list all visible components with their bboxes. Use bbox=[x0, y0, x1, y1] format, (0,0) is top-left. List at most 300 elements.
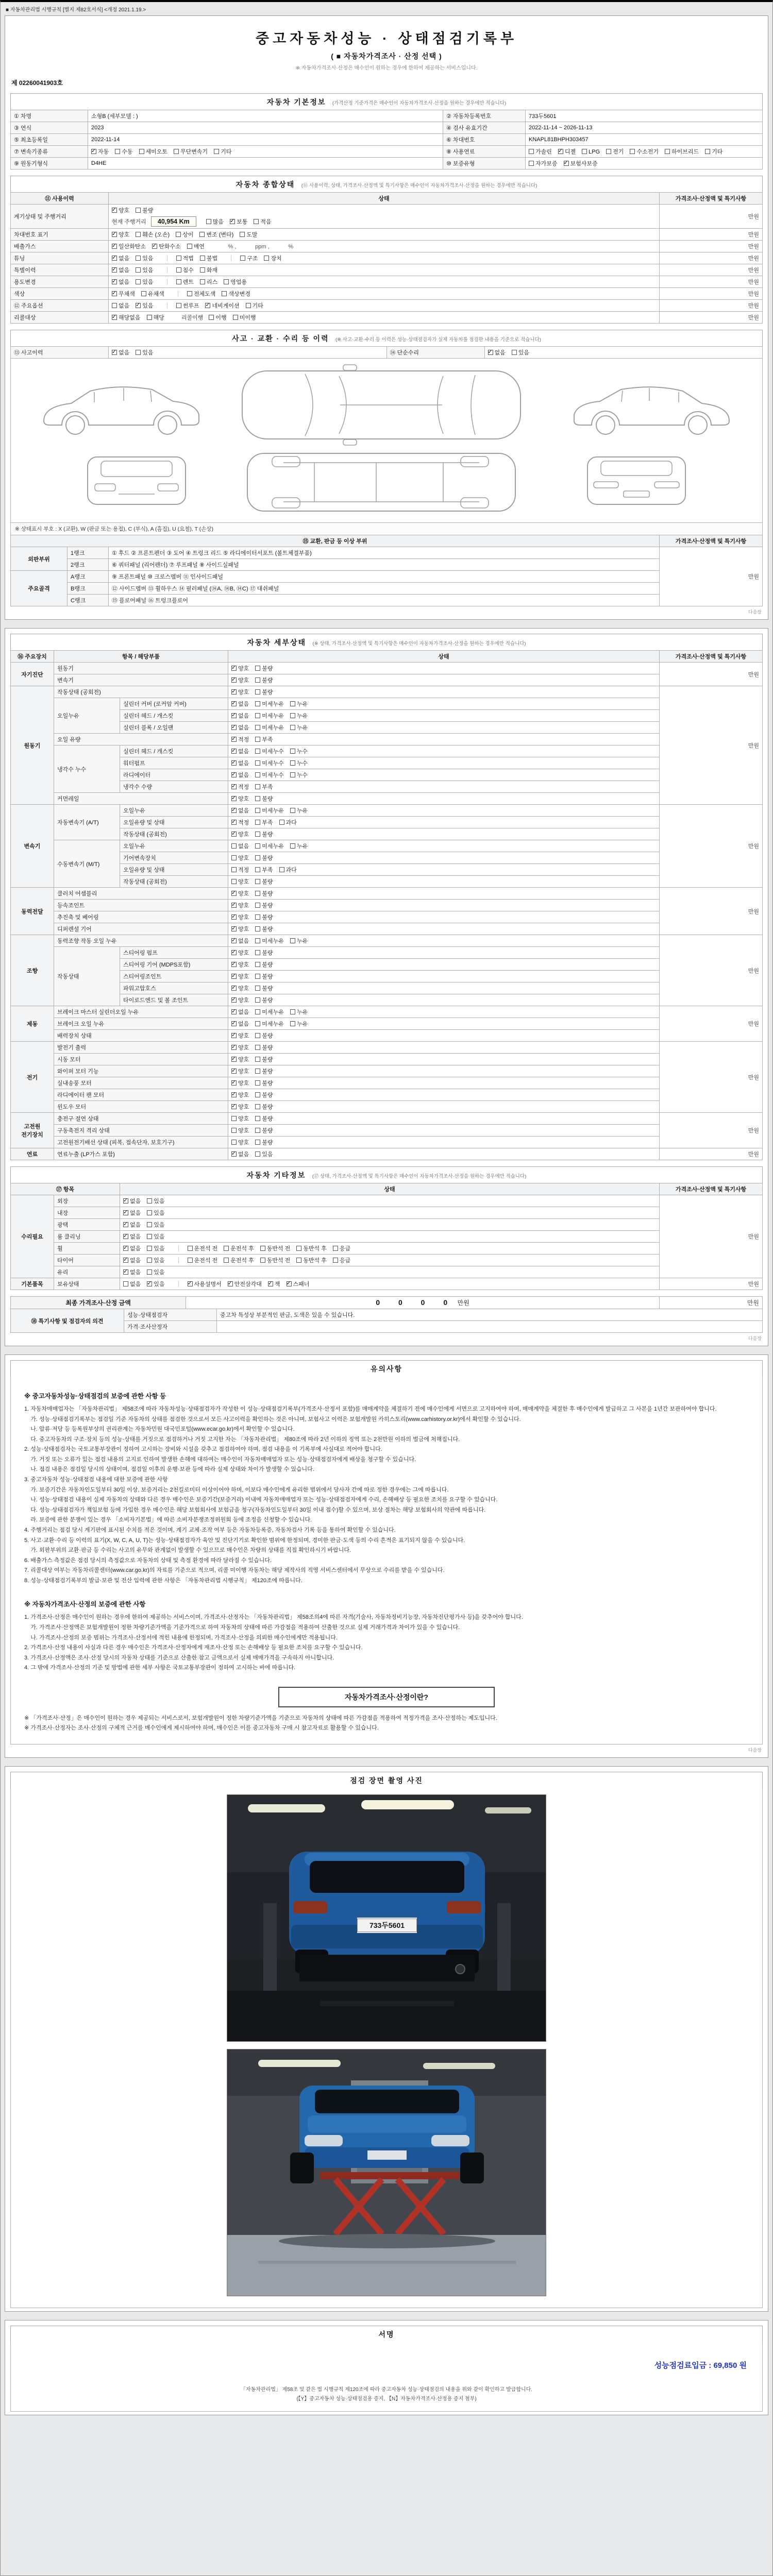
checked-box-icon[interactable] bbox=[231, 1092, 237, 1097]
unchecked-box-icon[interactable] bbox=[136, 232, 141, 237]
checkbox-option[interactable] bbox=[231, 711, 249, 720]
unchecked-box-icon[interactable] bbox=[255, 1116, 260, 1121]
checked-box-icon[interactable] bbox=[231, 1009, 237, 1014]
checkbox-option[interactable] bbox=[231, 1126, 249, 1134]
checkbox-option[interactable] bbox=[279, 866, 297, 874]
unchecked-box-icon[interactable] bbox=[255, 843, 260, 849]
checked-box-icon[interactable] bbox=[231, 808, 237, 813]
checkbox-option[interactable] bbox=[147, 1256, 164, 1264]
unchecked-box-icon[interactable] bbox=[290, 713, 295, 718]
unchecked-box-icon[interactable] bbox=[112, 303, 117, 308]
checkbox-option[interactable] bbox=[255, 913, 273, 921]
checkbox-option[interactable] bbox=[231, 700, 249, 708]
checkbox-option[interactable] bbox=[264, 254, 281, 262]
checkbox-option[interactable] bbox=[112, 242, 146, 250]
checkbox-option[interactable] bbox=[231, 842, 249, 850]
checked-box-icon[interactable] bbox=[123, 1210, 128, 1215]
checkbox-option[interactable] bbox=[290, 711, 308, 720]
unchecked-box-icon[interactable] bbox=[705, 149, 710, 154]
unchecked-box-icon[interactable] bbox=[231, 867, 237, 872]
checkbox-option[interactable] bbox=[705, 147, 722, 156]
unchecked-box-icon[interactable] bbox=[174, 149, 179, 154]
checkbox-option[interactable] bbox=[91, 147, 109, 156]
unchecked-box-icon[interactable] bbox=[231, 855, 237, 860]
checkbox-option[interactable] bbox=[136, 266, 153, 274]
unchecked-box-icon[interactable] bbox=[123, 1281, 128, 1286]
unchecked-box-icon[interactable] bbox=[665, 149, 670, 154]
checkbox-option[interactable] bbox=[115, 147, 132, 156]
checkbox-option[interactable] bbox=[290, 1020, 308, 1028]
checkbox-option[interactable] bbox=[231, 747, 249, 755]
unchecked-box-icon[interactable] bbox=[255, 701, 260, 706]
unchecked-box-icon[interactable] bbox=[255, 666, 260, 671]
unchecked-box-icon[interactable] bbox=[255, 950, 260, 955]
checkbox-option[interactable] bbox=[222, 290, 250, 298]
checked-box-icon[interactable] bbox=[231, 1151, 237, 1157]
checkbox-option[interactable] bbox=[123, 1221, 141, 1229]
unchecked-box-icon[interactable] bbox=[255, 713, 260, 718]
checkbox-option[interactable] bbox=[260, 1244, 291, 1252]
checkbox-option[interactable] bbox=[176, 278, 194, 286]
checkbox-option[interactable] bbox=[255, 937, 284, 945]
checkbox-option[interactable] bbox=[268, 1280, 280, 1288]
checked-box-icon[interactable] bbox=[231, 784, 237, 789]
unchecked-box-icon[interactable] bbox=[255, 1033, 260, 1038]
checkbox-option[interactable] bbox=[112, 301, 129, 310]
checkbox-option[interactable] bbox=[290, 806, 308, 815]
checked-box-icon[interactable] bbox=[231, 713, 237, 718]
checkbox-option[interactable] bbox=[147, 1197, 164, 1205]
unchecked-box-icon[interactable] bbox=[529, 161, 534, 166]
checkbox-option[interactable] bbox=[231, 1103, 249, 1111]
unchecked-box-icon[interactable] bbox=[255, 1151, 260, 1157]
unchecked-box-icon[interactable] bbox=[136, 208, 141, 213]
unchecked-box-icon[interactable] bbox=[246, 303, 251, 308]
checkbox-option[interactable] bbox=[231, 1031, 249, 1040]
checkbox-option[interactable] bbox=[188, 1256, 218, 1264]
checkbox-option[interactable] bbox=[279, 818, 297, 826]
checkbox-option[interactable] bbox=[231, 1020, 249, 1028]
unchecked-box-icon[interactable] bbox=[255, 914, 260, 920]
unchecked-box-icon[interactable] bbox=[255, 760, 260, 766]
checked-box-icon[interactable] bbox=[112, 244, 117, 249]
checkbox-option[interactable] bbox=[255, 842, 284, 850]
checkbox-option[interactable] bbox=[136, 254, 153, 262]
unchecked-box-icon[interactable] bbox=[255, 749, 260, 754]
checkbox-option[interactable] bbox=[123, 1232, 141, 1241]
checked-box-icon[interactable] bbox=[231, 914, 237, 920]
unchecked-box-icon[interactable] bbox=[209, 315, 214, 320]
unchecked-box-icon[interactable] bbox=[290, 749, 295, 754]
checkbox-option[interactable] bbox=[231, 676, 249, 684]
checkbox-option[interactable] bbox=[231, 948, 249, 957]
checkbox-option[interactable] bbox=[255, 1020, 284, 1028]
unchecked-box-icon[interactable] bbox=[606, 149, 611, 154]
unchecked-box-icon[interactable] bbox=[255, 1045, 260, 1050]
checked-box-icon[interactable] bbox=[123, 1269, 128, 1275]
checkbox-option[interactable] bbox=[255, 1067, 273, 1075]
unchecked-box-icon[interactable] bbox=[255, 867, 260, 872]
checkbox-option[interactable] bbox=[231, 1150, 249, 1158]
checkbox-option[interactable] bbox=[123, 1209, 141, 1217]
unchecked-box-icon[interactable] bbox=[147, 1198, 152, 1204]
checkbox-option[interactable] bbox=[231, 664, 249, 672]
checkbox-option[interactable] bbox=[231, 818, 249, 826]
checkbox-option[interactable] bbox=[176, 301, 199, 310]
checkbox-option[interactable] bbox=[255, 723, 284, 732]
checkbox-option[interactable] bbox=[214, 147, 231, 156]
unchecked-box-icon[interactable] bbox=[512, 350, 517, 355]
unchecked-box-icon[interactable] bbox=[240, 256, 245, 261]
checkbox-option[interactable] bbox=[255, 1043, 273, 1052]
checkbox-option[interactable] bbox=[296, 1244, 327, 1252]
unchecked-box-icon[interactable] bbox=[240, 232, 245, 237]
checkbox-option[interactable] bbox=[147, 1221, 164, 1229]
checkbox-option[interactable] bbox=[231, 771, 249, 779]
unchecked-box-icon[interactable] bbox=[187, 244, 192, 249]
checkbox-option[interactable] bbox=[529, 159, 558, 167]
unchecked-box-icon[interactable] bbox=[188, 1258, 193, 1263]
unchecked-box-icon[interactable] bbox=[255, 1080, 260, 1086]
unchecked-box-icon[interactable] bbox=[255, 926, 260, 931]
checkbox-option[interactable] bbox=[255, 984, 273, 992]
checked-box-icon[interactable] bbox=[231, 903, 237, 908]
unchecked-box-icon[interactable] bbox=[255, 689, 260, 694]
checkbox-option[interactable] bbox=[231, 806, 249, 815]
checkbox-option[interactable] bbox=[206, 217, 224, 226]
checked-box-icon[interactable] bbox=[112, 208, 117, 213]
checkbox-option[interactable] bbox=[255, 1008, 284, 1016]
checkbox-option[interactable] bbox=[230, 217, 247, 226]
unchecked-box-icon[interactable] bbox=[147, 1222, 152, 1227]
checkbox-option[interactable] bbox=[224, 1244, 254, 1252]
checkbox-option[interactable] bbox=[287, 1280, 310, 1288]
unchecked-box-icon[interactable] bbox=[290, 772, 295, 777]
unchecked-box-icon[interactable] bbox=[136, 267, 141, 273]
unchecked-box-icon[interactable] bbox=[255, 1069, 260, 1074]
unchecked-box-icon[interactable] bbox=[199, 232, 205, 237]
unchecked-box-icon[interactable] bbox=[255, 938, 260, 943]
checkbox-option[interactable] bbox=[231, 1008, 249, 1016]
unchecked-box-icon[interactable] bbox=[255, 974, 260, 979]
checkbox-option[interactable] bbox=[233, 313, 256, 321]
checked-box-icon[interactable] bbox=[147, 1281, 152, 1286]
checkbox-option[interactable] bbox=[255, 901, 273, 909]
checked-box-icon[interactable] bbox=[231, 772, 237, 777]
checkbox-option[interactable] bbox=[255, 830, 273, 838]
unchecked-box-icon[interactable] bbox=[582, 149, 587, 154]
unchecked-box-icon[interactable] bbox=[290, 760, 295, 766]
checkbox-option[interactable] bbox=[231, 1114, 249, 1123]
checked-box-icon[interactable] bbox=[231, 1033, 237, 1038]
checkbox-option[interactable] bbox=[147, 1232, 164, 1241]
checked-box-icon[interactable] bbox=[231, 796, 237, 801]
unchecked-box-icon[interactable] bbox=[290, 938, 295, 943]
checked-box-icon[interactable] bbox=[112, 291, 117, 296]
checkbox-option[interactable] bbox=[112, 313, 141, 321]
unchecked-box-icon[interactable] bbox=[264, 256, 269, 261]
checkbox-option[interactable] bbox=[136, 230, 170, 239]
checkbox-option[interactable] bbox=[188, 1280, 222, 1288]
checkbox-option[interactable] bbox=[255, 1114, 273, 1123]
checked-box-icon[interactable] bbox=[231, 1104, 237, 1109]
unchecked-box-icon[interactable] bbox=[255, 1092, 260, 1097]
checked-box-icon[interactable] bbox=[488, 350, 493, 355]
checkbox-option[interactable] bbox=[255, 688, 273, 696]
unchecked-box-icon[interactable] bbox=[147, 1269, 152, 1275]
checked-box-icon[interactable] bbox=[231, 689, 237, 694]
checkbox-option[interactable] bbox=[136, 348, 153, 357]
unchecked-box-icon[interactable] bbox=[176, 303, 181, 308]
unchecked-box-icon[interactable] bbox=[115, 149, 120, 154]
checkbox-option[interactable] bbox=[147, 1280, 164, 1288]
checkbox-option[interactable] bbox=[231, 937, 249, 945]
unchecked-box-icon[interactable] bbox=[224, 279, 229, 284]
checkbox-option[interactable] bbox=[255, 747, 284, 755]
unchecked-box-icon[interactable] bbox=[176, 232, 181, 237]
checkbox-option[interactable] bbox=[231, 830, 249, 838]
unchecked-box-icon[interactable] bbox=[290, 725, 295, 730]
checkbox-option[interactable] bbox=[630, 147, 659, 156]
checkbox-option[interactable] bbox=[231, 854, 249, 862]
checked-box-icon[interactable] bbox=[231, 666, 237, 671]
checkbox-option[interactable] bbox=[231, 972, 249, 980]
checkbox-option[interactable] bbox=[606, 147, 624, 156]
unchecked-box-icon[interactable] bbox=[630, 149, 635, 154]
unchecked-box-icon[interactable] bbox=[139, 149, 144, 154]
checkbox-option[interactable] bbox=[187, 290, 216, 298]
checkbox-option[interactable] bbox=[199, 230, 233, 239]
checked-box-icon[interactable] bbox=[231, 926, 237, 931]
checkbox-option[interactable] bbox=[290, 747, 308, 755]
checked-box-icon[interactable] bbox=[123, 1198, 128, 1204]
checkbox-option[interactable] bbox=[255, 711, 284, 720]
checkbox-option[interactable] bbox=[558, 147, 576, 156]
checkbox-option[interactable] bbox=[290, 1008, 308, 1016]
checkbox-option[interactable] bbox=[333, 1244, 350, 1252]
checked-box-icon[interactable] bbox=[152, 244, 157, 249]
checkbox-option[interactable] bbox=[123, 1244, 141, 1252]
checkbox-option[interactable] bbox=[176, 266, 194, 274]
checkbox-option[interactable] bbox=[290, 771, 308, 779]
checkbox-option[interactable] bbox=[231, 783, 249, 791]
unchecked-box-icon[interactable] bbox=[296, 1246, 301, 1251]
checked-box-icon[interactable] bbox=[188, 1281, 193, 1286]
checked-box-icon[interactable] bbox=[112, 350, 117, 355]
checked-box-icon[interactable] bbox=[230, 219, 235, 224]
unchecked-box-icon[interactable] bbox=[141, 291, 146, 296]
checkbox-option[interactable] bbox=[174, 147, 208, 156]
unchecked-box-icon[interactable] bbox=[255, 997, 260, 1003]
checkbox-option[interactable] bbox=[200, 266, 217, 274]
checkbox-option[interactable] bbox=[231, 759, 249, 767]
unchecked-box-icon[interactable] bbox=[290, 1009, 295, 1014]
unchecked-box-icon[interactable] bbox=[290, 1021, 295, 1026]
unchecked-box-icon[interactable] bbox=[200, 279, 205, 284]
checkbox-option[interactable] bbox=[564, 159, 598, 167]
checkbox-option[interactable] bbox=[231, 1067, 249, 1075]
checkbox-option[interactable] bbox=[255, 866, 273, 874]
checked-box-icon[interactable] bbox=[112, 256, 117, 261]
checkbox-option[interactable] bbox=[255, 854, 273, 862]
unchecked-box-icon[interactable] bbox=[255, 772, 260, 777]
checkbox-option[interactable] bbox=[123, 1197, 141, 1205]
checkbox-option[interactable] bbox=[112, 348, 129, 357]
unchecked-box-icon[interactable] bbox=[224, 1246, 229, 1251]
unchecked-box-icon[interactable] bbox=[188, 1246, 193, 1251]
checkbox-option[interactable] bbox=[582, 149, 600, 155]
checkbox-option[interactable] bbox=[246, 301, 263, 310]
checked-box-icon[interactable] bbox=[205, 303, 210, 308]
unchecked-box-icon[interactable] bbox=[255, 1021, 260, 1026]
checkbox-option[interactable] bbox=[240, 254, 258, 262]
checkbox-option[interactable] bbox=[231, 901, 249, 909]
checkbox-option[interactable] bbox=[255, 1150, 273, 1158]
unchecked-box-icon[interactable] bbox=[200, 267, 205, 273]
checkbox-option[interactable] bbox=[200, 254, 217, 262]
checkbox-option[interactable] bbox=[255, 972, 273, 980]
unchecked-box-icon[interactable] bbox=[176, 256, 181, 261]
checkbox-option[interactable] bbox=[255, 759, 284, 767]
checkbox-option[interactable] bbox=[176, 230, 193, 239]
unchecked-box-icon[interactable] bbox=[136, 256, 141, 261]
checked-box-icon[interactable] bbox=[231, 1057, 237, 1062]
checkbox-option[interactable] bbox=[255, 925, 273, 933]
checked-box-icon[interactable] bbox=[231, 737, 237, 742]
checkbox-option[interactable] bbox=[147, 1268, 164, 1276]
checked-box-icon[interactable] bbox=[123, 1234, 128, 1239]
checkbox-option[interactable] bbox=[231, 794, 249, 803]
checkbox-option[interactable] bbox=[529, 147, 552, 156]
unchecked-box-icon[interactable] bbox=[222, 291, 227, 296]
checkbox-option[interactable] bbox=[147, 313, 164, 321]
checkbox-option[interactable] bbox=[209, 313, 226, 321]
checkbox-option[interactable] bbox=[255, 783, 273, 791]
checkbox-option[interactable] bbox=[255, 676, 273, 684]
checkbox-option[interactable] bbox=[231, 1055, 249, 1063]
checked-box-icon[interactable] bbox=[231, 974, 237, 979]
checkbox-option[interactable] bbox=[255, 1126, 273, 1134]
unchecked-box-icon[interactable] bbox=[176, 267, 181, 273]
unchecked-box-icon[interactable] bbox=[255, 891, 260, 896]
unchecked-box-icon[interactable] bbox=[231, 1140, 237, 1145]
checkbox-option[interactable] bbox=[231, 960, 249, 969]
checkbox-option[interactable] bbox=[255, 1031, 273, 1040]
checkbox-option[interactable] bbox=[112, 290, 135, 298]
next-page-link[interactable]: 다음장 bbox=[748, 609, 762, 615]
checkbox-option[interactable] bbox=[240, 230, 257, 239]
checkbox-option[interactable] bbox=[290, 700, 308, 708]
unchecked-box-icon[interactable] bbox=[255, 784, 260, 789]
unchecked-box-icon[interactable] bbox=[290, 701, 295, 706]
unchecked-box-icon[interactable] bbox=[147, 1234, 152, 1239]
checkbox-option[interactable] bbox=[123, 1268, 141, 1276]
checked-box-icon[interactable] bbox=[287, 1281, 292, 1286]
checkbox-option[interactable] bbox=[255, 877, 273, 886]
unchecked-box-icon[interactable] bbox=[231, 1128, 237, 1133]
checked-box-icon[interactable] bbox=[231, 1045, 237, 1050]
unchecked-box-icon[interactable] bbox=[254, 219, 259, 224]
unchecked-box-icon[interactable] bbox=[255, 986, 260, 991]
checkbox-option[interactable] bbox=[255, 664, 273, 672]
checkbox-option[interactable] bbox=[224, 1256, 254, 1264]
checkbox-option[interactable] bbox=[255, 735, 273, 743]
checkbox-option[interactable] bbox=[255, 1138, 273, 1146]
unchecked-box-icon[interactable] bbox=[255, 903, 260, 908]
checkbox-option[interactable] bbox=[231, 925, 249, 933]
unchecked-box-icon[interactable] bbox=[231, 843, 237, 849]
unchecked-box-icon[interactable] bbox=[233, 315, 238, 320]
unchecked-box-icon[interactable] bbox=[255, 832, 260, 837]
checked-box-icon[interactable] bbox=[231, 701, 237, 706]
checkbox-option[interactable] bbox=[231, 688, 249, 696]
checkbox-option[interactable] bbox=[255, 771, 284, 779]
checkbox-option[interactable] bbox=[231, 723, 249, 732]
checkbox-option[interactable] bbox=[231, 889, 249, 897]
checked-box-icon[interactable] bbox=[112, 279, 117, 284]
checkbox-option[interactable] bbox=[255, 794, 273, 803]
checkbox-option[interactable] bbox=[136, 206, 153, 214]
checked-box-icon[interactable] bbox=[231, 891, 237, 896]
unchecked-box-icon[interactable] bbox=[255, 808, 260, 813]
checkbox-option[interactable] bbox=[112, 230, 129, 239]
unchecked-box-icon[interactable] bbox=[279, 820, 284, 825]
checked-box-icon[interactable] bbox=[112, 315, 117, 320]
unchecked-box-icon[interactable] bbox=[333, 1246, 338, 1251]
unchecked-box-icon[interactable] bbox=[255, 820, 260, 825]
unchecked-box-icon[interactable] bbox=[255, 879, 260, 884]
unchecked-box-icon[interactable] bbox=[255, 1009, 260, 1014]
next-page-link[interactable]: 다음장 bbox=[748, 1336, 762, 1341]
checkbox-option[interactable] bbox=[152, 242, 181, 250]
checked-box-icon[interactable] bbox=[231, 938, 237, 943]
checkbox-option[interactable] bbox=[141, 290, 164, 298]
checked-box-icon[interactable] bbox=[231, 962, 237, 967]
checkbox-option[interactable] bbox=[147, 1209, 164, 1217]
checkbox-option[interactable] bbox=[112, 254, 129, 262]
unchecked-box-icon[interactable] bbox=[147, 315, 152, 320]
checked-box-icon[interactable] bbox=[231, 677, 237, 683]
unchecked-box-icon[interactable] bbox=[529, 149, 534, 154]
checkbox-option[interactable] bbox=[231, 735, 249, 743]
checkbox-option[interactable] bbox=[231, 877, 249, 886]
checkbox-option[interactable] bbox=[231, 984, 249, 992]
checked-box-icon[interactable] bbox=[231, 950, 237, 955]
checked-box-icon[interactable] bbox=[231, 760, 237, 766]
unchecked-box-icon[interactable] bbox=[206, 219, 211, 224]
checkbox-option[interactable] bbox=[255, 948, 273, 957]
next-page-link[interactable]: 다음장 bbox=[748, 1748, 762, 1753]
checkbox-option[interactable] bbox=[255, 806, 284, 815]
unchecked-box-icon[interactable] bbox=[147, 1258, 152, 1263]
checkbox-option[interactable] bbox=[231, 1079, 249, 1087]
checkbox-option[interactable] bbox=[290, 937, 308, 945]
unchecked-box-icon[interactable] bbox=[176, 279, 181, 284]
unchecked-box-icon[interactable] bbox=[255, 725, 260, 730]
checked-box-icon[interactable] bbox=[112, 232, 117, 237]
checkbox-option[interactable] bbox=[231, 996, 249, 1004]
checkbox-option[interactable] bbox=[228, 1280, 262, 1288]
checked-box-icon[interactable] bbox=[231, 1021, 237, 1026]
checked-box-icon[interactable] bbox=[268, 1281, 273, 1286]
checkbox-option[interactable] bbox=[488, 348, 506, 357]
checkbox-option[interactable] bbox=[147, 1244, 164, 1252]
checkbox-option[interactable] bbox=[231, 1043, 249, 1052]
checkbox-option[interactable] bbox=[123, 1256, 141, 1264]
checked-box-icon[interactable] bbox=[231, 997, 237, 1003]
unchecked-box-icon[interactable] bbox=[290, 808, 295, 813]
checked-box-icon[interactable] bbox=[228, 1281, 233, 1286]
